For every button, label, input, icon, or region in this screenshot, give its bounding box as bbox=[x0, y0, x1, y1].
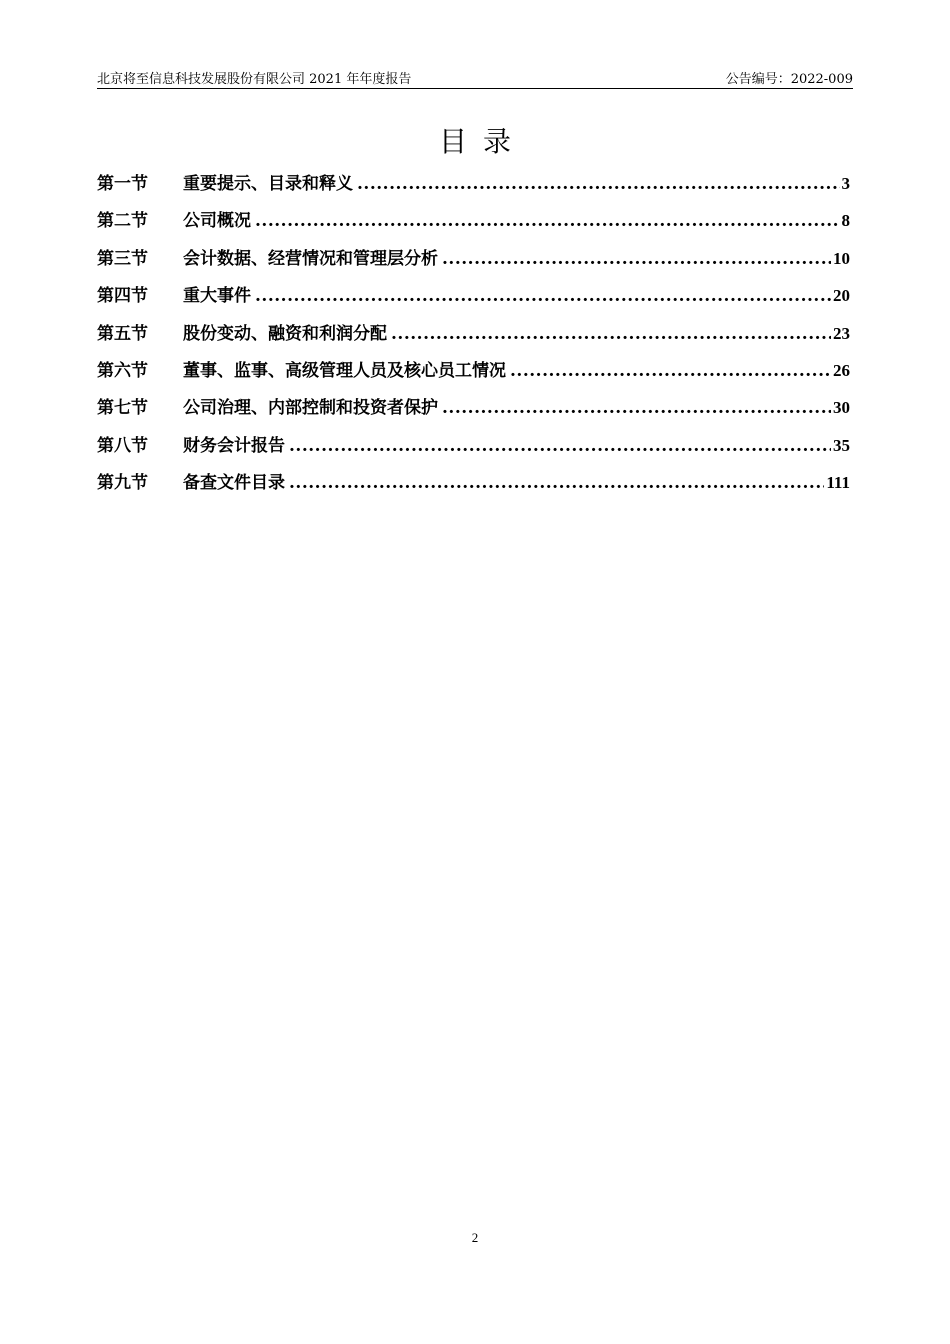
announcement-number: 公告编号：2022-009 bbox=[725, 72, 853, 87]
toc-section-name: 股份变动、融资和利润分配 bbox=[183, 323, 387, 344]
toc-section-name: 重要提示、目录和释义 bbox=[183, 174, 353, 194]
toc-section-name: 备查文件目录 bbox=[183, 473, 285, 494]
toc-page-number: 111 bbox=[826, 473, 850, 493]
toc-section-name: 公司概况 bbox=[183, 211, 251, 232]
toc-entry-8[interactable] bbox=[97, 434, 850, 471]
toc-leader-dots bbox=[255, 209, 840, 233]
toc-page-number: 26 bbox=[833, 360, 850, 380]
toc-leader-dots bbox=[357, 172, 840, 196]
toc-section-name: 董事、监事、高级管理人员及核心员工情况 bbox=[183, 360, 506, 381]
toc-page-number: 23 bbox=[833, 323, 850, 343]
toc-section-label: 第二节 bbox=[97, 211, 148, 232]
toc-section-name: 会计数据、经营情况和管理层分析 bbox=[183, 248, 438, 269]
toc-page-number: 35 bbox=[833, 435, 850, 455]
page-header bbox=[97, 66, 853, 89]
toc-entry-4[interactable] bbox=[97, 284, 850, 321]
toc-entry-7[interactable] bbox=[97, 396, 850, 433]
toc-section-label: 第一节 bbox=[97, 174, 148, 194]
toc-section-name: 公司治理、内部控制和投资者保护 bbox=[183, 398, 438, 419]
toc-leader-dots bbox=[289, 434, 831, 458]
toc-section-name: 重大事件 bbox=[183, 286, 251, 307]
toc-title: 目录 bbox=[438, 125, 527, 158]
toc-entry-5[interactable] bbox=[97, 322, 850, 359]
toc-leader-dots bbox=[510, 359, 831, 383]
toc-entry-3[interactable] bbox=[97, 247, 850, 284]
toc-section-label: 第七节 bbox=[97, 398, 148, 419]
toc-leader-dots bbox=[255, 284, 831, 308]
toc-leader-dots bbox=[391, 322, 831, 346]
toc-page-number: 30 bbox=[833, 398, 850, 418]
toc-entry-1[interactable] bbox=[97, 172, 850, 209]
toc-page-number: 20 bbox=[833, 286, 850, 306]
toc-section-label: 第八节 bbox=[97, 435, 148, 456]
table-of-contents bbox=[97, 172, 850, 509]
toc-leader-dots bbox=[289, 471, 824, 495]
report-title: 北京将至信息科技发展股份有限公司 2021 年年度报告 bbox=[97, 72, 412, 87]
toc-leader-dots bbox=[442, 396, 831, 420]
page-number: 2 bbox=[471, 1230, 479, 1245]
toc-section-label: 第六节 bbox=[97, 360, 148, 381]
toc-section-label: 第四节 bbox=[97, 286, 148, 307]
toc-section-label: 第三节 bbox=[97, 248, 148, 269]
toc-entry-2[interactable] bbox=[97, 209, 850, 246]
toc-section-label: 第九节 bbox=[97, 473, 148, 494]
toc-section-label: 第五节 bbox=[97, 323, 148, 344]
toc-page-number: 3 bbox=[841, 174, 850, 193]
toc-section-name: 财务会计报告 bbox=[183, 435, 285, 456]
toc-leader-dots bbox=[442, 247, 831, 271]
toc-page-number: 10 bbox=[833, 248, 850, 268]
toc-page-number: 8 bbox=[841, 211, 850, 231]
toc-entry-6[interactable] bbox=[97, 359, 850, 396]
toc-entry-9[interactable] bbox=[97, 471, 850, 508]
